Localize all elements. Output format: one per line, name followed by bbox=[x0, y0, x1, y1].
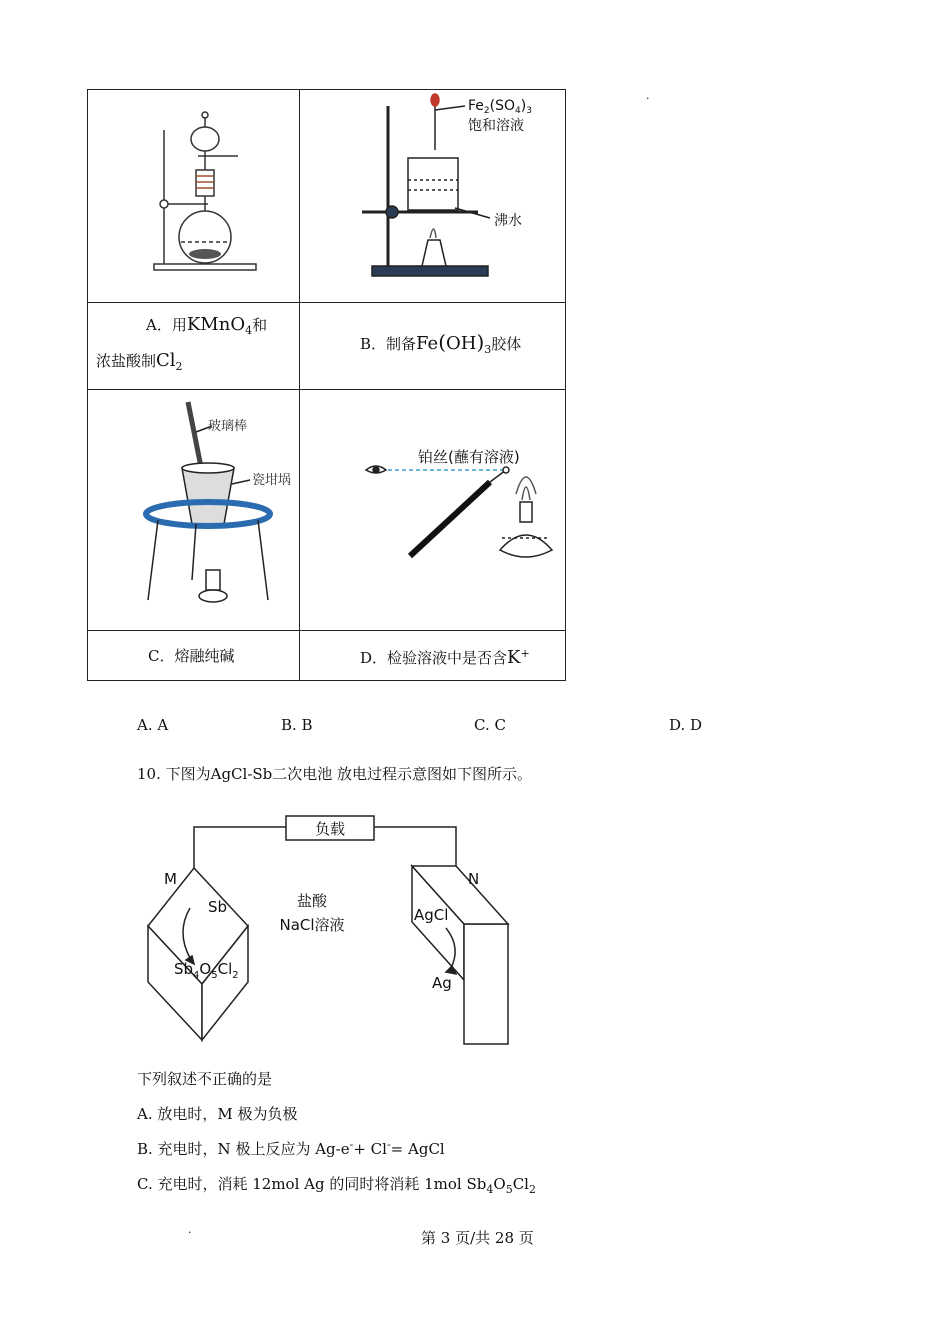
answer-a[interactable]: A. A bbox=[137, 716, 169, 734]
cell-d-image bbox=[300, 390, 566, 631]
cell-a-caption: A．用KMnO$_4$和 浓盐酸制$Cl_2$ bbox=[88, 303, 300, 390]
cell-b-image bbox=[300, 90, 566, 303]
cell-c-image bbox=[88, 390, 300, 631]
colloid-apparatus-figure bbox=[300, 90, 565, 298]
question-10-stem: 10. 下图为AgCl-Sb二次电池 放电过程示意图如下图所示。 bbox=[137, 765, 533, 783]
platinum-wire-label: 铂丝(蘸有溶液) bbox=[418, 448, 520, 466]
option-10-c[interactable]: C. 充电时，消耗 12mol Ag 的同时将消耗 1mol $Sb_4O_5Cl_2$ bbox=[137, 1175, 536, 1196]
answer-c[interactable]: C. C bbox=[474, 716, 506, 734]
option-10-a[interactable]: A. 放电时，M 极为负极 bbox=[137, 1105, 298, 1123]
apparatus-table bbox=[87, 89, 566, 681]
electrode-m-label: M bbox=[164, 870, 177, 888]
chlorine-apparatus-figure bbox=[88, 90, 299, 298]
svg-text:Fe2(SO4)3: $Fe_2(SO_4)_3$ bbox=[468, 98, 532, 116]
load-label: 负载 bbox=[314, 820, 346, 838]
boiling-water-label: 沸水 bbox=[494, 213, 522, 229]
crucible-label: 瓷坩埚 bbox=[252, 473, 292, 488]
flame-test-figure bbox=[300, 390, 565, 626]
page-number: 第 3 页/共 28 页 bbox=[421, 1229, 534, 1247]
electrolyte-line2: NaCl溶液 bbox=[279, 916, 345, 934]
battery-diagram bbox=[130, 808, 530, 1050]
cell-d-caption: D．检验溶液中是否含K+ bbox=[300, 631, 566, 681]
electrolyte-line1: 盐酸 bbox=[296, 892, 328, 910]
reagent-label-line2: 饱和溶液 bbox=[468, 118, 524, 134]
footer-mark: · bbox=[188, 1226, 192, 1239]
crucible-apparatus-figure bbox=[88, 390, 299, 626]
n-top-label: AgCl bbox=[414, 906, 449, 924]
m-bottom-label: $Sb_4O_5Cl_2$ bbox=[174, 960, 239, 981]
glass-rod-label: 玻璃棒 bbox=[208, 419, 248, 434]
answer-d[interactable]: D. D bbox=[669, 716, 703, 734]
question-10-prompt: 下列叙述不正确的是 bbox=[137, 1070, 273, 1088]
electrode-n-label: N bbox=[468, 870, 480, 888]
answer-b[interactable]: B. B bbox=[281, 716, 313, 734]
m-top-label: Sb bbox=[208, 898, 228, 916]
n-bottom-label: Ag bbox=[432, 974, 452, 992]
top-mark: · bbox=[646, 92, 650, 105]
option-10-b[interactable]: B. 充电时，N 极上反应为 Ag-e-+ Cl-= AgCl bbox=[137, 1138, 445, 1158]
cell-a-image bbox=[88, 90, 300, 303]
cell-b-caption: B．制备$Fe(OH)_3$胶体 bbox=[300, 303, 566, 390]
cell-c-caption: C．熔融纯碱 bbox=[88, 631, 300, 681]
